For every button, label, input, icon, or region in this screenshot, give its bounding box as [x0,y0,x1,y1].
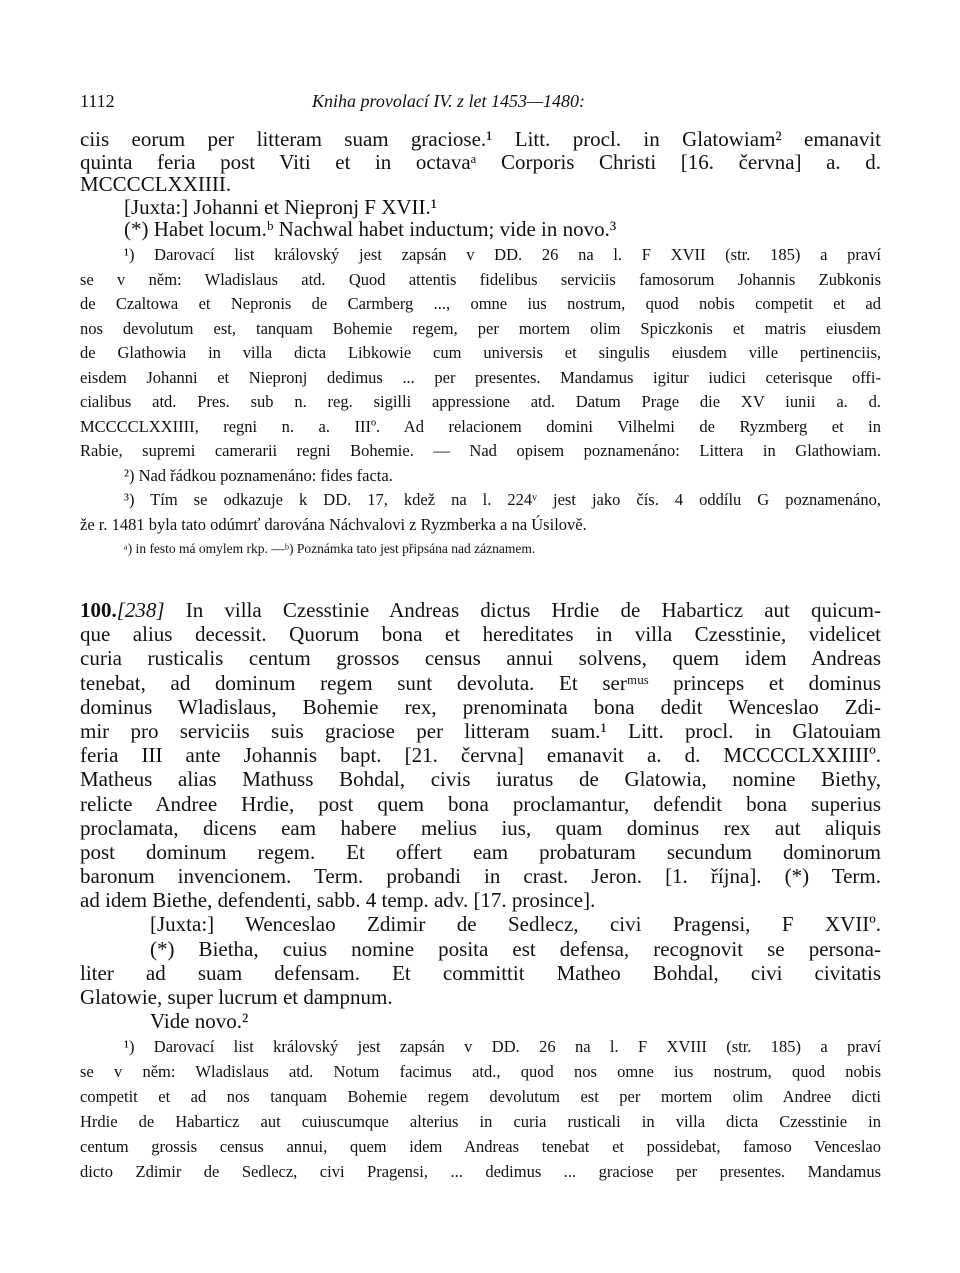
text-line: dominus Wladislaus, Bohemie rex, prenominata bona dedit Wenceslao Zdi- [80,694,881,719]
footnote-line: eisdem Johanni et Niepronj dedimus ... per presentes. Mandamus igitur iudici ceterisque offi- [80,367,881,387]
text-line: que alius decessit. Quorum bona et hereditates in villa Czesstinie, videlicet [80,622,881,647]
footnote-line: se v něm: Wladislaus atd. Quod attentis fidelibus serviciis famosorum Johannis Zubkonis [80,269,881,289]
text-line: baronum invencionem. Term. probandi in crast. Jeron. [1. října]. (*) Term. [80,864,881,889]
text-line: Matheus alias Mathuss Bohdal, civis iuratus de Glatowia, nomine Biethy, [80,767,881,792]
footnote-line: nos devolutum est, tanquam Bohemie regem, per mortem olim Spiczkonis et matris eiusdem [80,318,881,338]
footnote-line: ᵃ) in festo má omylem rkp. —ᵇ) Poznámka tato jest připsána nad záznamem. [124,541,536,556]
text-line: In villa Czesstinie Andreas dictus Hrdie de Habarticz aut quicum- [185,598,881,622]
text-line: proclamata, dicens eam habere melius ius, quam dominus rex aut aliquis [80,815,881,840]
folio-mark: [238] [116,598,165,622]
text-line: ad idem Biethe, defendenti, sabb. 4 temp. adv. [17. prosince]. [80,888,596,913]
text-line: [Juxta:] Wenceslao Zdimir de Sedlecz, civi Pragensi, F XVIIº. [150,912,881,937]
entry-number: 100. [80,598,117,622]
top-entry [80,128,881,241]
text-line: Glatowie, super lucrum et dampnum. [80,985,393,1009]
entry-100 [80,598,881,1033]
text-line: liter ad suam defensam. Et committit Matheo Bohdal, civi civitatis [80,960,881,985]
footnote-line: dicto Zdimir de Sedlecz, civi Pragensi, ... dedimus ... graciose per presentes. Mandamus [80,1162,881,1182]
page-header [80,91,880,115]
entry-first-line [80,598,881,622]
text-line: curia rusticalis centum grossos census annui solvens, quem idem Andreas [80,646,881,671]
text-line: [Juxta:] Johanni et Niepronj F XVII.¹ [124,194,438,219]
footnote-line: Rabie, supremi camerarii regni Bohemie. — Nad opisem poznamenáno: Littera in Glathowiam. [80,441,881,460]
footnote-line: de Glathowia in villa dicta Libkowie cum universis et singulis eiusdem ville pertinenciis, [80,343,881,362]
footnote-line: MCCCCLXXIIII, regni n. a. IIIº. Ad relacionem domini Vilhelmi de Ryzmberg et in [80,416,881,436]
footnote-line: Hrdie de Habarticz aut cuiuscumque alterius in curia rusticali in villa dicta Czesstinie in [80,1112,881,1132]
text-line: (*) Bietha, cuius nomine posita est defensa, recognovit se persona- [150,936,881,961]
text-line: Vide novo.² [150,1009,249,1034]
footnote-line: ²) Nad řádkou poznamenáno: fides facta. [124,465,393,485]
text-line: tenebat, ad dominum regem sunt devoluta. Et serᵐᵘˢ princeps et dominus [80,670,881,695]
footnote-line: competit et ad nos tanquam Bohemie regem devolutum est per mortem olim Andree dicti [80,1087,881,1107]
top-footnotes [80,243,881,562]
running-title: Kniha provolací IV. z let 1453—1480: [312,91,585,111]
footnote-line: ¹) Darovací list královský jest zapsán v DD. 26 na l. F XVII (str. 185) a praví [124,245,881,264]
footnote-line: se v něm: Wladislaus atd. Notum facimus atd., quod nos omne ius nostrum, quod nobis [80,1062,881,1082]
footnote-line: cialibus atd. Pres. sub n. reg. sigilli appressione atd. Datum Prage die XV iunii a. d. [80,392,881,411]
text-line: MCCCCLXXIIII. [80,172,232,197]
text-line: quinta feria post Viti et in octavaᵃ Corporis Christi [16. června] a. d. [80,149,881,174]
text-line: mir pro serviciis suis graciose per litteram suam.¹ Litt. procl. in Glatouiam [80,718,881,743]
text-line: post dominum regem. Et offert eam probaturam secundum dominorum [80,839,881,864]
footnote-line: centum grossis census annui, quem idem Andreas tenebat et possidebat, famoso Venceslao [80,1137,881,1157]
bottom-footnotes [80,1034,881,1185]
footnote-line: de Czaltowa et Nepronis de Carmberg ..., omne ius nostrum, quod nobis competit et ad [80,294,881,313]
text-line: ciis eorum per litteram suam graciose.¹ Litt. procl. in Glatowiam² emanavit [80,127,881,151]
footnote-line: že r. 1481 byla tato odúmrť darována Náchvalovi z Ryzmberka a na Úsilově. [80,514,587,534]
text-line: relicte Andree Hrdie, post quem bona proclamantur, defendit bona superius [80,791,881,816]
page-number: 1112 [80,91,115,111]
footnote-line: ¹) Darovací list královský jest zapsán v DD. 26 na l. F XVIII (str. 185) a praví [124,1037,881,1056]
text-line: (*) Habet locum.ᵇ Nachwal habet inductum; vide in novo.³ [124,217,617,242]
text-line: feria III ante Johannis bapt. [21. června] emanavit a. d. MCCCCLXXIIIIº. [80,743,881,768]
footnote-line: ³) Tím se odkazuje k DD. 17, kdež na l. 224ᵛ jest jako čís. 4 oddílu G poznamenáno, [124,490,881,509]
